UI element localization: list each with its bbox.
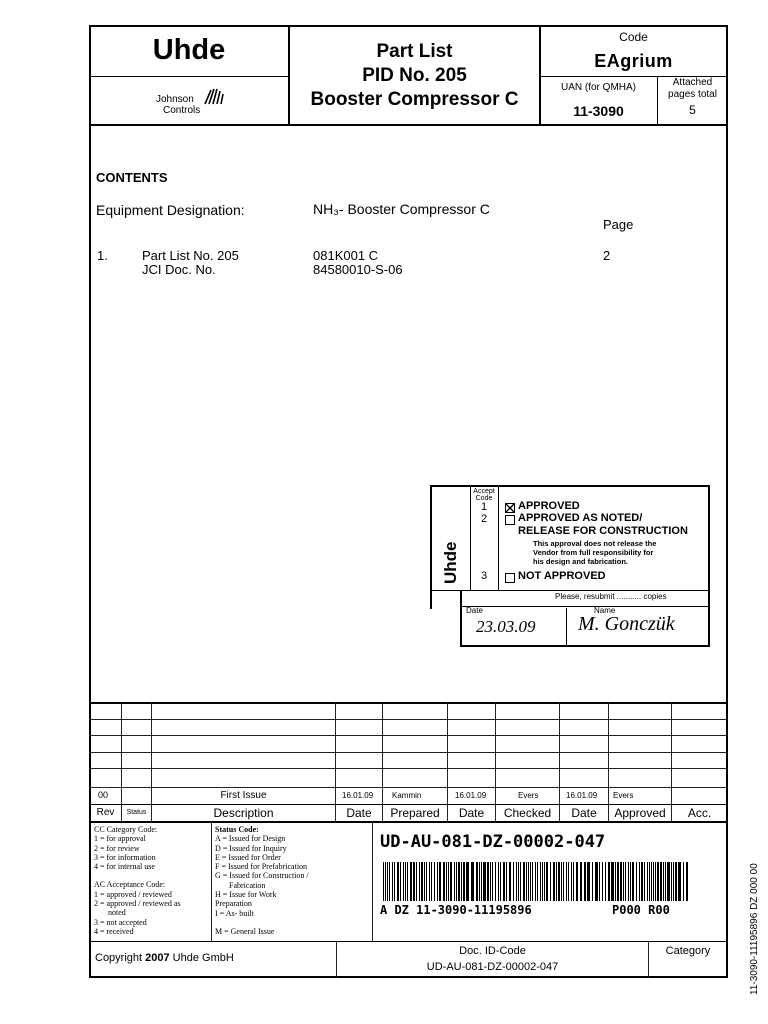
- barcode-bar: [665, 862, 666, 901]
- barcode-bar: [400, 862, 401, 901]
- barcode-bar: [611, 862, 614, 901]
- barcode-bar: [651, 862, 652, 901]
- barcode-bar: [558, 862, 560, 901]
- rev-row-date-checked: 16.01.09: [455, 791, 487, 800]
- barcode-bar: [620, 862, 622, 901]
- approved-as-noted-checkbox-icon: [505, 515, 515, 525]
- johnson-controls-mark-icon: [202, 86, 226, 106]
- copyright-prefix: Copyright: [95, 952, 146, 964]
- barcode-bar: [387, 862, 388, 901]
- header-description: Description: [213, 806, 274, 820]
- barcode-bar: [632, 862, 634, 901]
- item-label-1: Part List No. 205: [142, 248, 239, 263]
- barcode-bar: [576, 862, 578, 901]
- stamp-vendor: Uhde: [441, 541, 460, 584]
- barcode-bar: [678, 862, 681, 901]
- barcode-bar: [540, 862, 541, 901]
- barcode-bar: [450, 862, 452, 901]
- doc-id-main: UD-AU-081-DZ-00002-047: [380, 832, 606, 852]
- barcode-bar: [389, 862, 390, 901]
- barcode-bar: [518, 862, 519, 901]
- barcode-bar: [520, 862, 521, 901]
- rev-row-date-approved: 16.01.09: [566, 791, 598, 800]
- barcode-bar: [568, 862, 569, 901]
- status-item: G = Issued for Construction /: [215, 871, 309, 881]
- title-line-2: PID No. 205: [362, 65, 467, 86]
- barcode-bar: [434, 862, 435, 901]
- approved-checkbox-icon: [505, 503, 515, 513]
- barcode-bar: [566, 862, 567, 901]
- barcode-bar: [625, 862, 626, 901]
- stamp-note-1: This approval does not release the: [533, 539, 657, 548]
- barcode-bar: [571, 862, 572, 901]
- status-item: D = Issued for Inquiry: [215, 843, 287, 853]
- barcode-bar: [653, 862, 654, 901]
- barcode-bar: [542, 862, 543, 901]
- barcode-bar: [602, 862, 603, 901]
- barcode-bar: [563, 862, 564, 901]
- barcode-bar: [410, 862, 412, 901]
- stamp-note-2: Vendor from full responsibility for: [533, 548, 654, 557]
- barcode-bar: [592, 862, 593, 901]
- attached-label-1: Attached: [672, 77, 713, 88]
- barcode-bar: [509, 862, 511, 901]
- header-status: Status: [126, 809, 147, 816]
- barcode-bar: [403, 862, 404, 901]
- footer-docid-label: Doc. ID-Code: [459, 945, 526, 957]
- barcode-bar: [530, 862, 531, 901]
- barcode-bar: [466, 862, 469, 901]
- barcode-line-right: P000 R00: [612, 903, 670, 917]
- stamp-accept-code-label-2: Code: [475, 495, 493, 502]
- status-item: Preparation: [215, 899, 252, 909]
- barcode-bar: [623, 862, 624, 901]
- barcode-bar: [492, 862, 493, 901]
- barcode-bar: [483, 862, 486, 901]
- barcode-bar: [416, 862, 417, 901]
- barcode-bar: [431, 862, 432, 901]
- barcode-image: [383, 862, 691, 901]
- ac-item: 2 = approved / reviewed as: [94, 899, 181, 909]
- header-approved: Approved: [614, 806, 666, 820]
- barcode-bar: [424, 862, 425, 901]
- stamp-option-not-approved: NOT APPROVED: [518, 570, 606, 582]
- barcode-bar: [490, 862, 491, 901]
- barcode-bar: [605, 862, 606, 901]
- barcode-bar: [439, 862, 441, 901]
- company-logo: Uhde: [152, 34, 226, 66]
- item-value-2: 84580010-S-06: [313, 262, 403, 277]
- rev-row-approved: Evers: [613, 791, 634, 800]
- barcode-bar: [481, 862, 482, 901]
- code-label: Code: [619, 30, 648, 44]
- barcode-bar: [663, 862, 664, 901]
- attached-label-2: pages total: [668, 89, 717, 100]
- barcode-bar: [503, 862, 505, 901]
- barcode-bar: [639, 862, 640, 901]
- barcode-bar: [429, 862, 430, 901]
- stamp-date-label: Date: [466, 606, 483, 615]
- stamp-option-approved-as-noted: APPROVED AS NOTED/: [518, 512, 643, 524]
- barcode-bar: [556, 862, 557, 901]
- barcode-bar: [673, 862, 674, 901]
- barcode-bar: [513, 862, 514, 901]
- ac-item: 1 = approved / reviewed: [94, 889, 172, 899]
- page-label: Page: [603, 217, 634, 232]
- barcode-bar: [426, 862, 427, 901]
- header-prepared: Prepared: [390, 806, 440, 820]
- barcode-bar: [655, 862, 656, 901]
- barcode-bar: [479, 862, 480, 901]
- header-checked: Checked: [503, 806, 552, 820]
- barcode-bar: [456, 862, 457, 901]
- barcode-bar: [476, 862, 478, 901]
- barcode-bar: [544, 862, 545, 901]
- barcode-bar: [421, 862, 423, 901]
- title-line-3: Booster Compressor C: [310, 89, 519, 110]
- barcode-bar: [461, 862, 462, 901]
- item-label-2: JCI Doc. No.: [142, 262, 216, 277]
- equipment-label: Equipment Designation:: [96, 202, 245, 218]
- barcode-bar: [675, 862, 677, 901]
- ac-title: AC Acceptance Code:: [94, 880, 166, 890]
- barcode-bar: [546, 862, 548, 901]
- barcode-bar: [628, 862, 629, 901]
- barcode-bar: [471, 862, 474, 901]
- barcode-bar: [454, 862, 455, 901]
- stamp-code-3: 3: [480, 570, 488, 582]
- barcode-bar: [599, 862, 600, 901]
- barcode-bar: [392, 862, 393, 901]
- ac-item: noted: [108, 908, 126, 918]
- cc-category-legend: [94, 825, 180, 936]
- barcode-bar: [463, 862, 465, 901]
- barcode-bar: [448, 862, 449, 901]
- barcode-bar: [660, 862, 662, 901]
- barcode-bar: [443, 862, 445, 901]
- barcode-bar: [516, 862, 517, 901]
- barcode-bar: [657, 862, 659, 901]
- barcode-bar: [394, 862, 395, 901]
- barcode-bar: [641, 862, 643, 901]
- barcode-bar: [526, 862, 527, 901]
- barcode-bar: [553, 862, 555, 901]
- barcode-bar: [495, 862, 496, 901]
- partner-logo-line2: Controls: [163, 105, 201, 116]
- barcode-bar: [550, 862, 551, 901]
- header-date-3: Date: [571, 806, 597, 820]
- item-page: 2: [603, 248, 611, 263]
- cc-title: CC Category Code:: [94, 825, 158, 834]
- status-item: F = Issued for Prefabrication: [215, 862, 308, 872]
- rev-row-rev: 00: [98, 790, 109, 800]
- stamp-signature: M. Gonczük: [578, 613, 675, 635]
- barcode-bar: [506, 862, 507, 901]
- barcode-bar: [407, 862, 408, 901]
- cc-item: 2 = for review: [94, 843, 140, 853]
- barcode-bar: [580, 862, 582, 901]
- barcode-bar: [644, 862, 645, 901]
- contents-heading: CONTENTS: [96, 170, 168, 185]
- barcode-bar: [608, 862, 610, 901]
- barcode-bar: [537, 862, 538, 901]
- attached-value: 5: [689, 103, 696, 117]
- uan-value: 11-3090: [573, 103, 624, 119]
- barcode-bar: [615, 862, 616, 901]
- rev-row-prepared: Kammin: [392, 791, 422, 800]
- status-code-legend: [215, 825, 309, 936]
- status-item: H = Issue for Work: [215, 890, 277, 900]
- barcode-bar: [446, 862, 447, 901]
- stamp-option-release: RELEASE FOR CONSTRUCTION: [518, 525, 688, 537]
- barcode-bar: [686, 862, 688, 901]
- barcode-bar: [397, 862, 399, 901]
- ac-item: 4 = received: [94, 926, 134, 936]
- cc-item: 3 = for information: [94, 852, 156, 862]
- ac-item: 3 = not accepted: [94, 917, 147, 927]
- barcode-bar: [385, 862, 386, 901]
- barcode-bar: [437, 862, 438, 901]
- barcode-bar: [498, 862, 499, 901]
- partner-logo-line1: Johnson: [156, 94, 194, 105]
- stamp-note-3: his design and fabrication.: [533, 557, 629, 566]
- barcode-bar: [671, 862, 672, 901]
- barcode-bar: [561, 862, 562, 901]
- footer-category-label: Category: [665, 945, 711, 957]
- barcode-bar: [528, 862, 529, 901]
- barcode-bar: [532, 862, 533, 901]
- status-item: I = As- built: [215, 908, 254, 918]
- equipment-value: NH₃- Booster Compressor C: [313, 201, 490, 217]
- barcode-bar: [630, 862, 631, 901]
- status-item: A = Issued for Design: [215, 834, 286, 844]
- cc-item: 4 = for internal use: [94, 862, 155, 872]
- header-rev: Rev: [96, 807, 115, 818]
- side-code: 11-3090-11195896 DZ 000 00: [749, 863, 760, 995]
- stamp-date-value: 23.03.09: [476, 617, 536, 636]
- barcode-bar: [649, 862, 650, 901]
- copyright: [95, 953, 234, 964]
- barcode-bar: [636, 862, 637, 901]
- rev-row-description: First Issue: [220, 790, 267, 801]
- barcode-bar: [647, 862, 648, 901]
- barcode-bar: [487, 862, 489, 901]
- item-number: 1.: [97, 248, 108, 263]
- barcode-bar: [584, 862, 586, 901]
- barcode-bar: [458, 862, 460, 901]
- header-date-2: Date: [458, 806, 485, 820]
- barcode-bar: [419, 862, 420, 901]
- barcode-bar: [617, 862, 619, 901]
- status-item: E = Issued for Order: [215, 852, 281, 862]
- item-value-1: 081K001 C: [313, 248, 379, 263]
- stamp-accept-code-label-1: Accept: [473, 488, 495, 495]
- header-date-1: Date: [346, 806, 372, 820]
- barcode-bar: [573, 862, 574, 901]
- stamp-name-label: Name: [594, 606, 616, 615]
- barcode-bar: [500, 862, 501, 901]
- cc-item: 1 = for approval: [94, 834, 146, 844]
- copyright-suffix: Uhde GmbH: [169, 952, 234, 964]
- stamp-option-approved: APPROVED: [518, 500, 580, 512]
- barcode-bar: [667, 862, 670, 901]
- rev-row-date-prepared: 16.01.09: [342, 791, 374, 800]
- status-item: M = General Issue: [215, 926, 275, 936]
- barcode-bar: [595, 862, 598, 901]
- footer-docid-value: UD-AU-081-DZ-00002-047: [426, 961, 559, 973]
- barcode-bar: [535, 862, 536, 901]
- barcode-bar: [383, 862, 384, 901]
- barcode-bar: [523, 862, 525, 901]
- barcode-bar: [587, 862, 590, 901]
- copyright-year: 2007: [145, 952, 170, 964]
- title-line-1: Part List: [376, 41, 453, 62]
- not-approved-checkbox-icon: [505, 573, 515, 583]
- stamp-resubmit: Please, resubmit ........... copies: [555, 592, 667, 601]
- barcode-bar: [413, 862, 415, 901]
- header-acc: Acc.: [687, 806, 712, 820]
- barcode-bar: [405, 862, 406, 901]
- stamp-code-2: 2: [480, 513, 488, 525]
- barcode-bar: [683, 862, 684, 901]
- status-title: Status Code:: [215, 825, 259, 834]
- barcode-line-left: A DZ 11-3090-11195896: [380, 903, 532, 917]
- stamp-code-1: 1: [480, 501, 488, 513]
- client-logo: EAgrium: [594, 51, 673, 71]
- status-item: Fabrication: [229, 880, 266, 890]
- rev-row-checked: Evers: [518, 791, 539, 800]
- uan-label: UAN (for QMHA): [561, 82, 636, 93]
